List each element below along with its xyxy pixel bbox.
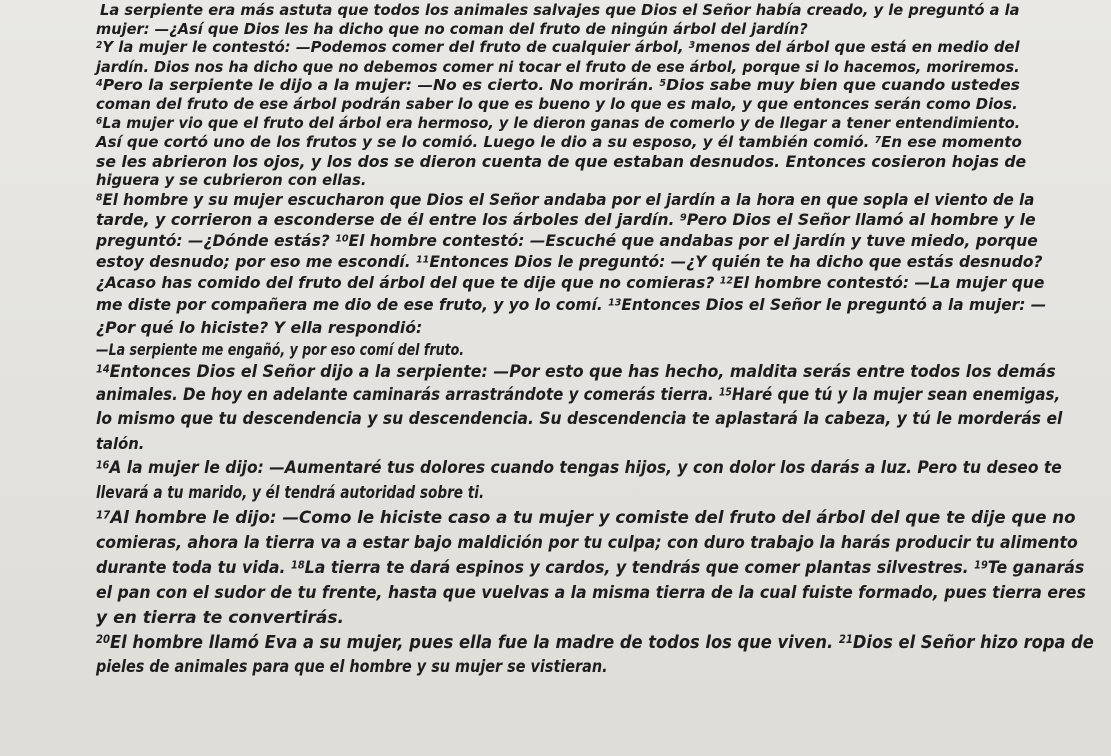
verse-number: 3 (688, 39, 696, 51)
text-line: higuera y se cubrieron con ellas. (96, 171, 367, 189)
text-line: estoy desnudo; por eso me escondí. (96, 252, 411, 271)
text-line: En ese momento (881, 133, 1022, 151)
text-line: comieras, ahora la tierra va a estar bajo maldición por tu culpa; con duro trabajo la harás producir tu alimento (96, 533, 1078, 553)
verse-number: 4 (96, 77, 103, 89)
verse-number: 7 (874, 134, 882, 146)
text-line: Entonces Dios el Señor le preguntó a la mujer: — (621, 295, 1047, 314)
text-line: y en tierra te convertirás. (96, 608, 345, 628)
verse-number: 10 (335, 233, 349, 245)
verse-number: 2 (96, 39, 103, 51)
text-line: llevará a tu marido, y él tendrá autoridad sobre ti. (96, 483, 485, 503)
text-line: mujer: —¿Así que Dios les ha dicho que no coman del fruto de ningún árbol del jardín? (96, 20, 808, 38)
text-line: Así que cortó uno de los frutos y se lo comió. Luego le dio a su esposo, y él también comió. (96, 133, 870, 151)
verse-number: 14 (96, 363, 110, 376)
text-line: Entonces Dios el Señor dijo a la serpiente: —Por esto que has hecho, maldita serás entre todos los demás (109, 362, 1056, 382)
text-line: Y la mujer le contestó: —Podemos comer del fruto de cualquier árbol, (102, 38, 684, 56)
text-line: Pero Dios el Señor llamó al hombre y le (686, 210, 1036, 229)
text-line: Dios sabe muy bien que cuando ustedes (666, 76, 1020, 94)
text-line: Te ganarás (987, 558, 1085, 578)
text-line: menos del árbol que está en medio del (695, 38, 1020, 56)
text-line: durante toda tu vida. (96, 558, 286, 578)
text-line: El hombre llamó Eva a su mujer, pues ella fue la madre de todos los que viven. (110, 632, 834, 653)
text-line: Pero la serpiente le dijo a la mujer: —No es cierto. No morirán. (102, 76, 655, 94)
verse-number: 21 (838, 632, 853, 646)
text-line: lo mismo que tu descendencia y su descendencia. Su descendencia te aplastará la cabeza, y tú le morderás el (96, 409, 1063, 429)
text-line: tarde, y corrieron a esconderse de él entre los árboles del jardín. (96, 210, 675, 229)
verse-number: 19 (974, 559, 988, 572)
text-line: animales. De hoy en adelante caminarás arrastrándote y comerás tierra. (96, 385, 714, 405)
text-line: ¿Por qué lo hiciste? Y ella respondió: (96, 318, 423, 337)
verse-number: 5 (659, 77, 667, 89)
text-line: coman del fruto de ese árbol podrán saber lo que es bueno y lo que es malo, y que entonces serán como Dios. (96, 95, 1018, 113)
text-line: El hombre y su mujer escucharon que Dios el Señor andaba por el jardín a la hora en que sopla el viento de la (102, 190, 1035, 209)
text-line: El hombre contestó: —Escuché que andabas por el jardín y tuve miedo, porque (348, 231, 1038, 250)
verse-number: 6 (96, 115, 103, 127)
text-line: pieles de animales para que el hombre y su mujer se vistieran. (96, 657, 608, 677)
verse-number: 17 (96, 509, 111, 522)
text-line: —La serpiente me engañó, y por eso comí del fruto. (96, 340, 465, 359)
verse-number: 12 (719, 275, 734, 287)
text-line: jardín. Dios nos ha dicho que no debemos comer ni tocar el fruto de ese árbol, porque si lo hacemos, moriremos. (96, 58, 1020, 76)
text-line: La tierra te dará espinos y cardos, y tendrás que comer plantas silvestres. (304, 558, 969, 578)
verse-number: 15 (718, 386, 732, 399)
text-line: Haré que tú y la mujer sean enemigas, (731, 385, 1061, 405)
verse-number: 8 (96, 192, 103, 204)
text-line: La mujer vio que el fruto del árbol era hermoso, y le dieron ganas de comerlo y de llegar a tener entendimiento. (102, 114, 1021, 132)
text-line: me diste por compañera me dio de ese fruto, y yo lo comí. (96, 295, 603, 314)
text-line: talón. (96, 434, 145, 453)
text-line: La serpiente era más astuta que todos los animales salvajes que Dios el Señor había creado, y le preguntó a la (100, 1, 1020, 19)
verse-number: 20 (96, 632, 111, 646)
text-line: se les abrieron los ojos, y los dos se dieron cuenta de que estaban desnudos. Entonces cosieron hojas de (96, 152, 1027, 171)
text-line: preguntó: —¿Dónde estás? (96, 231, 330, 250)
verse-number: 18 (291, 559, 305, 572)
verse-number: 13 (608, 297, 622, 309)
text-line: ¿Acaso has comido del fruto del árbol del que te dije que no comieras? (96, 273, 715, 292)
verse-number: 16 (96, 459, 110, 472)
text-line: el pan con el sudor de tu frente, hasta que vuelvas a la misma tierra de la cual fuiste formado, pues tierra eres (96, 583, 1086, 603)
text-line: El hombre contestó: —La mujer que (733, 273, 1045, 292)
verse-number: 9 (679, 212, 687, 224)
text-line: Al hombre le dijo: —Como le hiciste caso a tu mujer y comiste del fruto del árbol del que te dije que no (110, 508, 1076, 528)
text-line: A la mujer le dijo: —Aumentaré tus dolores cuando tengas hijos, y con dolor los darás a luz. Pero tu deseo te (109, 458, 1062, 478)
text-line: Entonces Dios le preguntó: —¿Y quién te ha dicho que estás desnudo? (429, 252, 1043, 271)
text-line: Dios el Señor hizo ropa de (852, 632, 1094, 653)
verse-number: 11 (415, 254, 430, 266)
